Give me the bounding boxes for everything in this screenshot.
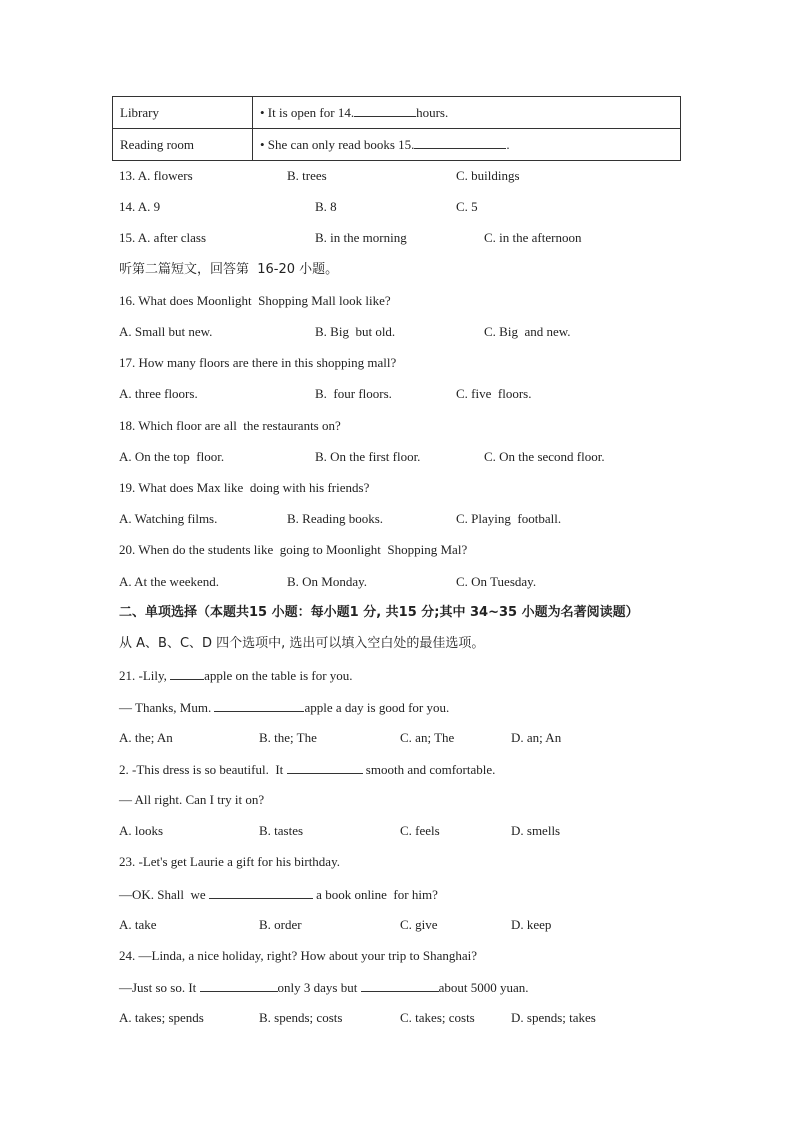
q22-option-a: A. looks [119, 823, 164, 838]
table-row [113, 97, 681, 129]
answer-blank [287, 761, 363, 774]
q23-option-d: D. keep [511, 917, 552, 932]
answer-blank [354, 104, 416, 117]
q22-option-b: B. tastes [259, 823, 304, 838]
q18-stem: 18. Which floor are all the restaurants on? [119, 418, 341, 433]
q23-option-b: B. order [259, 917, 302, 932]
q23-option-a: A. take [119, 917, 157, 932]
q20-option-a: A. At the weekend. [119, 574, 220, 589]
q13-option-a: 13. A. flowers [119, 168, 193, 183]
info-table [112, 96, 681, 161]
q15-option-b: B. in the morning [315, 230, 407, 245]
q24-option-d: D. spends; takes [511, 1010, 596, 1025]
q17-option-b: B. four floors. [315, 386, 392, 401]
q15-option-c: C. in the afternoon [484, 230, 582, 245]
answer-blank [414, 136, 506, 149]
q16-option-a: A. Small but new. [119, 324, 213, 339]
q17-stem: 17. How many floors are there in this shopping mall? [119, 355, 397, 370]
q23-option-c: C. give [400, 917, 438, 932]
answer-blank [209, 886, 313, 899]
q24-text: only 3 days but [277, 980, 361, 995]
q17-option-a: A. three floors. [119, 386, 198, 401]
q21-text: — Thanks, Mum. [119, 700, 215, 715]
q15-option-a: 15. A. after class [119, 230, 207, 245]
q16-option-c: C. Big and new. [484, 324, 571, 339]
q24-line1: 24. —Linda, a nice holiday, right? How about your trip to Shanghai? [119, 948, 478, 963]
info-text: hours. [416, 105, 449, 120]
info-text: . [506, 137, 510, 152]
info-text: • She can only read books 15. [260, 137, 415, 152]
q22-text: smooth and comfortable. [362, 762, 496, 777]
place-cell: Library [113, 97, 253, 129]
q14-option-b: B. 8 [315, 199, 337, 214]
answer-blank [214, 699, 304, 712]
q22-option-c: C. feels [400, 823, 440, 838]
section-title: 二、单项选择（本题共15 小题：每小题1 分, 共15 分;其中 34~35 小题为名著阅读题） [119, 605, 639, 620]
q21-line1 [119, 667, 353, 684]
q21-option-b: B. the; The [259, 730, 317, 745]
q19-option-b: B. Reading books. [287, 511, 384, 526]
q22-line1 [119, 761, 495, 778]
q23-text: —OK. Shall we [119, 887, 209, 902]
info-text: • It is open for 14. [260, 105, 355, 120]
q22-option-d: D. smells [511, 823, 561, 838]
q14-option-c: C. 5 [456, 199, 478, 214]
q23-line2 [119, 886, 438, 903]
place-cell: Reading room [113, 129, 253, 161]
q20-option-c: C. On Tuesday. [456, 574, 537, 589]
q19-option-a: A. Watching films. [119, 511, 218, 526]
q16-option-b: B. Big but old. [315, 324, 396, 339]
q24-option-c: C. takes; costs [400, 1010, 475, 1025]
table-row [113, 129, 681, 161]
q14-option-a: 14. A. 9 [119, 199, 161, 214]
section-instructions: 从 A、B、C、D 四个选项中, 选出可以填入空白处的最佳选项。 [119, 636, 485, 651]
q24-option-b: B. spends; costs [259, 1010, 343, 1025]
q19-stem: 19. What does Max like doing with his friends? [119, 480, 370, 495]
q24-text: about 5000 yuan. [438, 980, 529, 995]
section-listen-heading: 听第二篇短文，回答第 16-20 小题。 [119, 262, 339, 277]
q22-line2: — All right. Can I try it on? [119, 792, 265, 807]
q21-option-c: C. an; The [400, 730, 455, 745]
q20-option-b: B. On Monday. [287, 574, 368, 589]
q13-option-c: C. buildings [456, 168, 520, 183]
q20-stem: 20. When do the students like going to Moonlight Shopping Mal? [119, 542, 468, 557]
q21-text: apple on the table is for you. [204, 668, 353, 683]
q17-option-c: C. five floors. [456, 386, 532, 401]
q16-stem: 16. What does Moonlight Shopping Mall look like? [119, 293, 391, 308]
info-cell [253, 129, 681, 161]
q18-option-c: C. On the second floor. [484, 449, 605, 464]
q18-option-b: B. On the first floor. [315, 449, 421, 464]
info-cell [253, 97, 681, 129]
q21-option-d: D. an; An [511, 730, 562, 745]
q23-line1: 23. -Let's get Laurie a gift for his birthday. [119, 854, 340, 869]
q21-text: apple a day is good for you. [304, 700, 450, 715]
answer-blank [170, 667, 204, 680]
q23-text: a book online for him? [312, 887, 438, 902]
q21-text: 21. -Lily, [119, 668, 171, 683]
answer-blank [200, 979, 278, 992]
q22-text: 2. -This dress is so beautiful. It [119, 762, 287, 777]
q24-text: —Just so so. It [119, 980, 200, 995]
q24-option-a: A. takes; spends [119, 1010, 204, 1025]
q21-line2 [119, 699, 449, 716]
answer-blank [361, 979, 439, 992]
q21-option-a: A. the; An [119, 730, 173, 745]
q13-option-b: B. trees [287, 168, 327, 183]
q18-option-a: A. On the top floor. [119, 449, 225, 464]
q24-line2 [119, 979, 529, 996]
q19-option-c: C. Playing football. [456, 511, 562, 526]
